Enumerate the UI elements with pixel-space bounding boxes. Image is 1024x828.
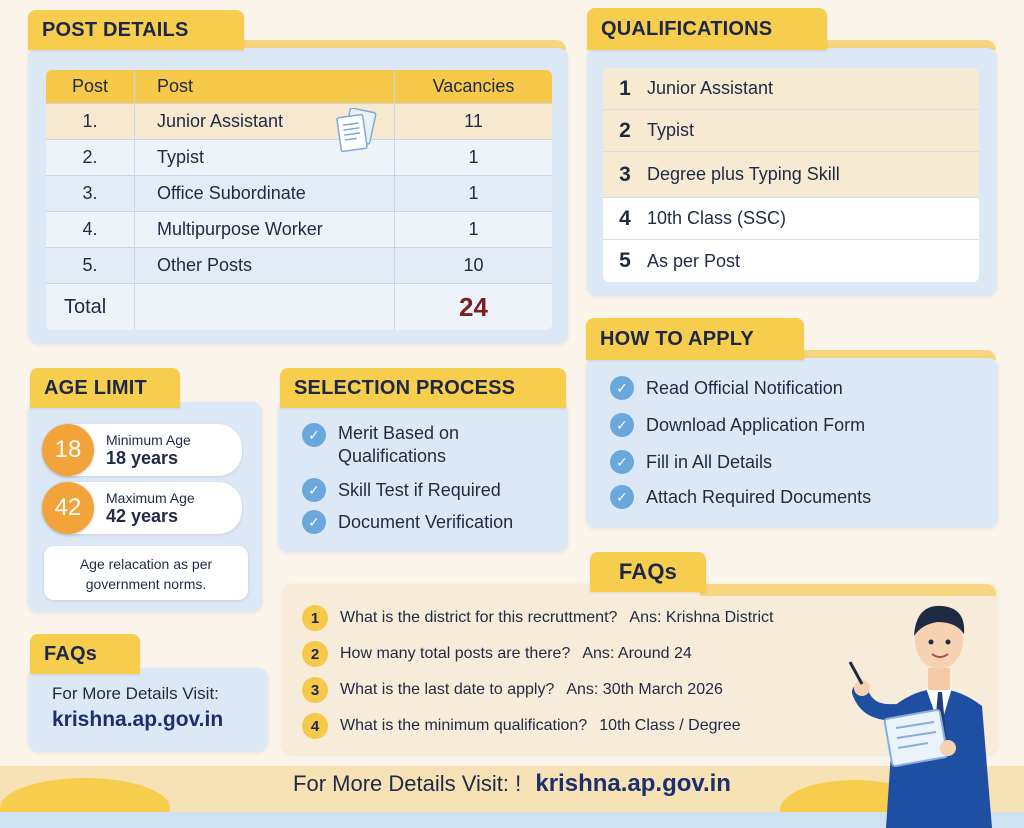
header-post-no: Post xyxy=(71,76,109,96)
age-relaxation-note: Age relacation as per government norms. xyxy=(44,546,248,600)
selection-step: Document Verification xyxy=(338,511,514,532)
qualification-number: 1 xyxy=(619,76,631,100)
faq-answer: Ans: Around 24 xyxy=(582,645,692,662)
list-item xyxy=(610,413,990,437)
more-details-link[interactable]: krishna.ap.gov.in xyxy=(52,708,224,731)
table-row xyxy=(46,212,552,248)
table-row xyxy=(46,140,552,176)
qualification-text: Degree plus Typing Skill xyxy=(647,164,840,184)
qualification-number: 4 xyxy=(619,206,631,230)
more-details-text: For More Details Visit: xyxy=(52,684,219,703)
qualification-number: 3 xyxy=(619,162,631,186)
qualification-number: 5 xyxy=(619,249,631,272)
footer-link[interactable]: krishna.ap.gov.in xyxy=(535,770,731,797)
faq-number: 2 xyxy=(302,641,328,667)
selection-process-list xyxy=(302,422,564,544)
qualification-text: As per Post xyxy=(647,250,741,271)
how-to-apply-title: HOW TO APPLY xyxy=(586,318,804,360)
post-no: 5. xyxy=(82,255,98,275)
selection-process-title: SELECTION PROCESS xyxy=(280,368,566,408)
footer-text: For More Details Visit: ! xyxy=(293,771,522,796)
post-no: 3. xyxy=(82,183,98,203)
table-row xyxy=(46,104,552,140)
post-vacancies: 1 xyxy=(468,183,479,203)
post-vacancies: 11 xyxy=(464,111,483,131)
faq-number: 1 xyxy=(302,605,328,631)
list-item xyxy=(603,110,979,152)
max-age-label: Maximum Age xyxy=(106,489,195,506)
check-icon: ✓ xyxy=(302,478,326,502)
post-no: 4. xyxy=(82,219,98,239)
faqs-title: FAQs xyxy=(590,552,706,592)
post-name: Other Posts xyxy=(157,255,253,275)
qualification-text: 10th Class (SSC) xyxy=(647,208,787,228)
post-name: Multipurpose Worker xyxy=(157,219,323,239)
list-item xyxy=(603,152,979,198)
list-item xyxy=(610,450,990,474)
post-no: 1. xyxy=(82,111,98,131)
post-details-title: POST DETAILS xyxy=(28,10,244,50)
faqs-tab-strip xyxy=(700,584,996,596)
max-age-card xyxy=(44,482,242,534)
faq-answer: Ans: 30th March 2026 xyxy=(566,681,723,698)
post-table xyxy=(46,70,552,330)
list-item xyxy=(610,376,990,400)
check-icon: ✓ xyxy=(610,485,634,509)
list-item xyxy=(302,422,564,468)
check-icon: ✓ xyxy=(302,423,326,447)
list-item xyxy=(302,672,902,708)
faq-question: How many total posts are there? xyxy=(340,645,571,662)
table-row xyxy=(46,248,552,284)
faqs-list xyxy=(302,600,902,744)
presenter-illustration xyxy=(848,596,1024,828)
faq-answer: Ans: Krishna District xyxy=(629,609,774,626)
table-row xyxy=(46,176,552,212)
post-name: Junior Assistant xyxy=(157,111,284,131)
max-age-badge: 42 xyxy=(42,482,94,534)
apply-step: Fill in All Details xyxy=(646,451,773,472)
qualification-text: Junior Assistant xyxy=(647,78,774,98)
list-item xyxy=(302,510,564,534)
min-age-label: Minimum Age xyxy=(106,431,191,448)
selection-step: Merit Based on Qualifications xyxy=(338,423,460,466)
post-name: Typist xyxy=(157,147,205,167)
faq-question: What is the district for this recruttment? xyxy=(340,609,618,626)
list-item xyxy=(610,485,990,509)
list-item xyxy=(302,636,902,672)
list-item xyxy=(603,198,979,240)
qualification-number: 2 xyxy=(619,118,631,142)
post-vacancies: 1 xyxy=(468,219,479,239)
check-icon: ✓ xyxy=(610,450,634,474)
document-icon xyxy=(331,108,381,156)
post-name: Office Subordinate xyxy=(157,183,306,203)
table-header-row xyxy=(46,70,552,104)
age-limit-title: AGE LIMIT xyxy=(30,368,180,408)
selection-step: Skill Test if Required xyxy=(338,479,501,500)
faq-answer: 10th Class / Degree xyxy=(599,717,741,734)
list-item xyxy=(302,478,564,502)
total-label: Total xyxy=(64,295,107,318)
min-age-value: 18 years xyxy=(106,447,179,468)
faq-number: 3 xyxy=(302,677,328,703)
total-value: 24 xyxy=(459,291,488,322)
max-age-value: 42 years xyxy=(106,505,179,526)
check-icon: ✓ xyxy=(610,413,634,437)
qualifications-list xyxy=(603,68,979,282)
min-age-badge: 18 xyxy=(42,424,94,476)
qualifications-title: QUALIFICATIONS xyxy=(587,8,827,50)
qualification-text: Typist xyxy=(647,120,695,140)
table-total-row xyxy=(46,284,552,330)
post-no: 2. xyxy=(82,147,98,167)
list-item xyxy=(603,240,979,282)
how-to-apply-list xyxy=(610,376,990,519)
apply-step: Download Application Form xyxy=(646,414,866,435)
check-icon: ✓ xyxy=(302,510,326,534)
header-post-name: Post xyxy=(157,76,194,96)
list-item xyxy=(302,708,902,744)
post-vacancies: 10 xyxy=(463,255,484,275)
min-age-card xyxy=(44,424,242,476)
faq-question: What is the minimum qualification? xyxy=(340,717,588,734)
check-icon: ✓ xyxy=(610,376,634,400)
faqs-small-title: FAQs xyxy=(30,634,140,674)
apply-step: Read Official Notification xyxy=(646,377,843,398)
faq-number: 4 xyxy=(302,713,328,739)
faq-question: What is the last date to apply? xyxy=(340,681,555,698)
apply-step: Attach Required Documents xyxy=(646,486,872,507)
list-item xyxy=(603,68,979,110)
post-vacancies: 1 xyxy=(468,147,479,167)
list-item xyxy=(302,600,902,636)
header-vacancies: Vacancies xyxy=(432,76,515,96)
